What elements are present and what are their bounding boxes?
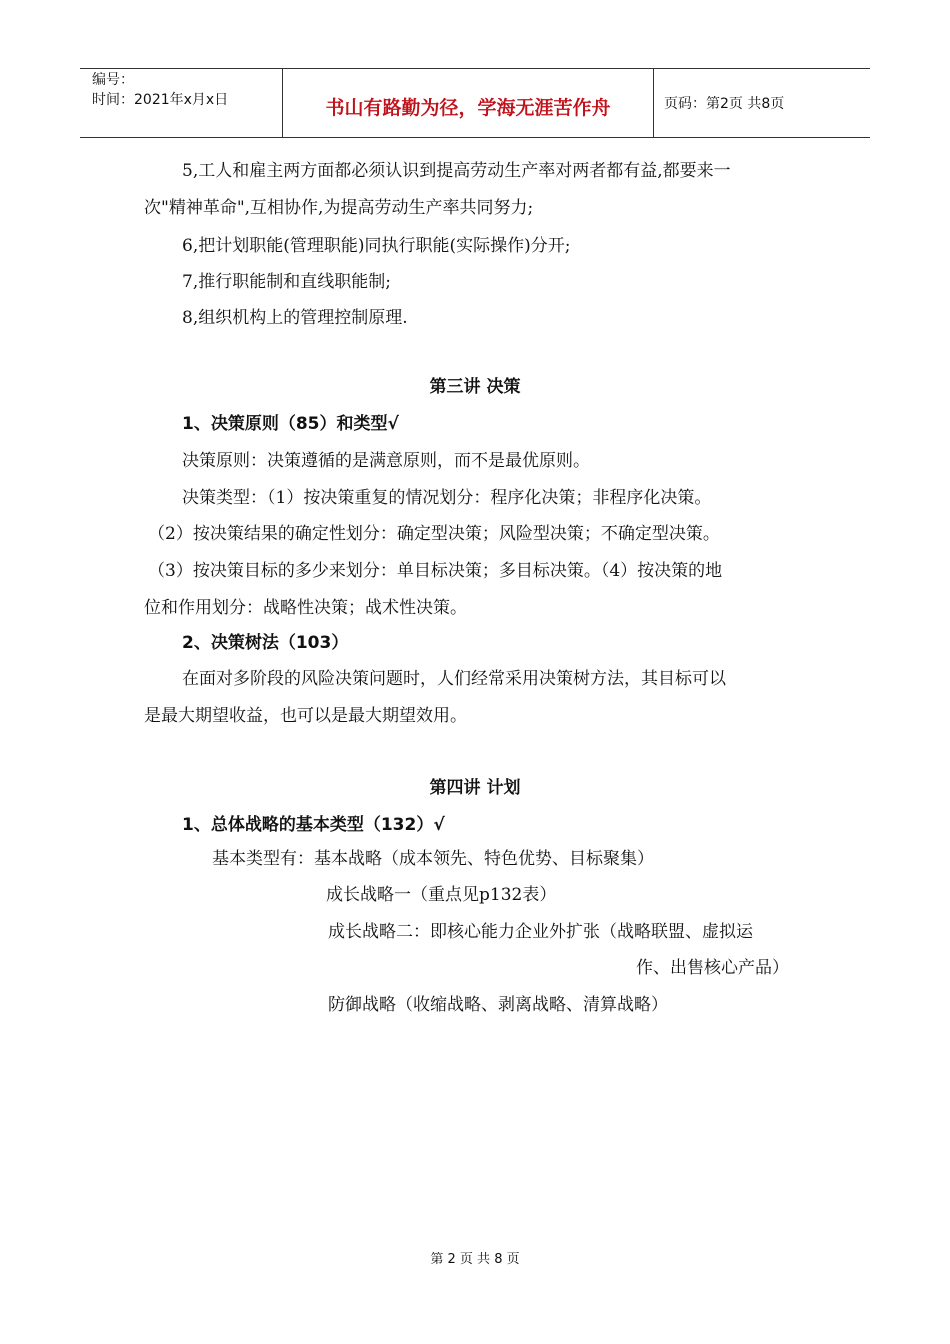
lecture-4-title: 第四讲 计划: [429, 778, 521, 798]
decision-tree-line-2: 是最大期望收益，也可以是最大期望效用。: [144, 706, 467, 726]
motto: 书山有路勤为径，学海无涯苦作舟: [325, 97, 611, 119]
paragraph-5-line-2: 次"精神革命",互相协作,为提高劳动生产率共同努力;: [144, 198, 534, 218]
serial-label: 编号：: [92, 72, 134, 88]
header-info-cell: [80, 69, 283, 137]
decision-types-line-2: （2）按决策结果的确定性划分：确定型决策；风险型决策；不确定型决策。: [148, 524, 720, 544]
paragraph-8: 8,组织机构上的管理控制原理.: [182, 308, 408, 328]
section-2-heading: 2、决策树法（103）: [182, 633, 349, 653]
strategy-basic: 基本类型有：基本战略（成本领先、特色优势、目标聚集）: [212, 849, 654, 869]
decision-types-line-3: （3）按决策目标的多少来划分：单目标决策；多目标决策。（4）按决策的地: [148, 561, 723, 581]
header-page-cell: [654, 69, 870, 137]
section-1-heading: 1、决策原则（85）和类型√: [182, 414, 399, 434]
section-3-heading: 1、总体战略的基本类型（132）√: [182, 815, 445, 835]
header-motto-cell: [283, 69, 654, 137]
decision-principle: 决策原则：决策遵循的是满意原则，而不是最优原则。: [182, 451, 590, 471]
lecture-3-title: 第三讲 决策: [429, 377, 521, 397]
date-label: 时间：2021年x月x日: [92, 92, 229, 108]
paragraph-7: 7,推行职能制和直线职能制;: [182, 272, 391, 292]
page-header: [80, 68, 870, 138]
page-label: 页码：第2页 共8页: [664, 96, 785, 112]
paragraph-6: 6,把计划职能(管理职能)同执行职能(实际操作)分开;: [182, 236, 571, 256]
decision-types-line-1: 决策类型：（1）按决策重复的情况划分：程序化决策；非程序化决策。: [182, 488, 712, 508]
decision-tree-line-1: 在面对多阶段的风险决策问题时，人们经常采用决策树方法，其目标可以: [182, 669, 726, 689]
strategy-growth-1: 成长战略一（重点见p132表）: [326, 885, 557, 905]
strategy-growth-2-cont: 作、出售核心产品）: [636, 958, 789, 978]
decision-types-line-4: 位和作用划分：战略性决策；战术性决策。: [144, 598, 467, 618]
page-footer: 第 2 页 共 8 页: [430, 1252, 520, 1267]
paragraph-5-line-1: 5,工人和雇主两方面都必须认识到提高劳动生产率对两者都有益,都要来一: [182, 161, 731, 181]
strategy-growth-2: 成长战略二：即核心能力企业外扩张（战略联盟、虚拟运: [328, 922, 753, 942]
strategy-defense: 防御战略（收缩战略、剥离战略、清算战略）: [328, 995, 668, 1015]
